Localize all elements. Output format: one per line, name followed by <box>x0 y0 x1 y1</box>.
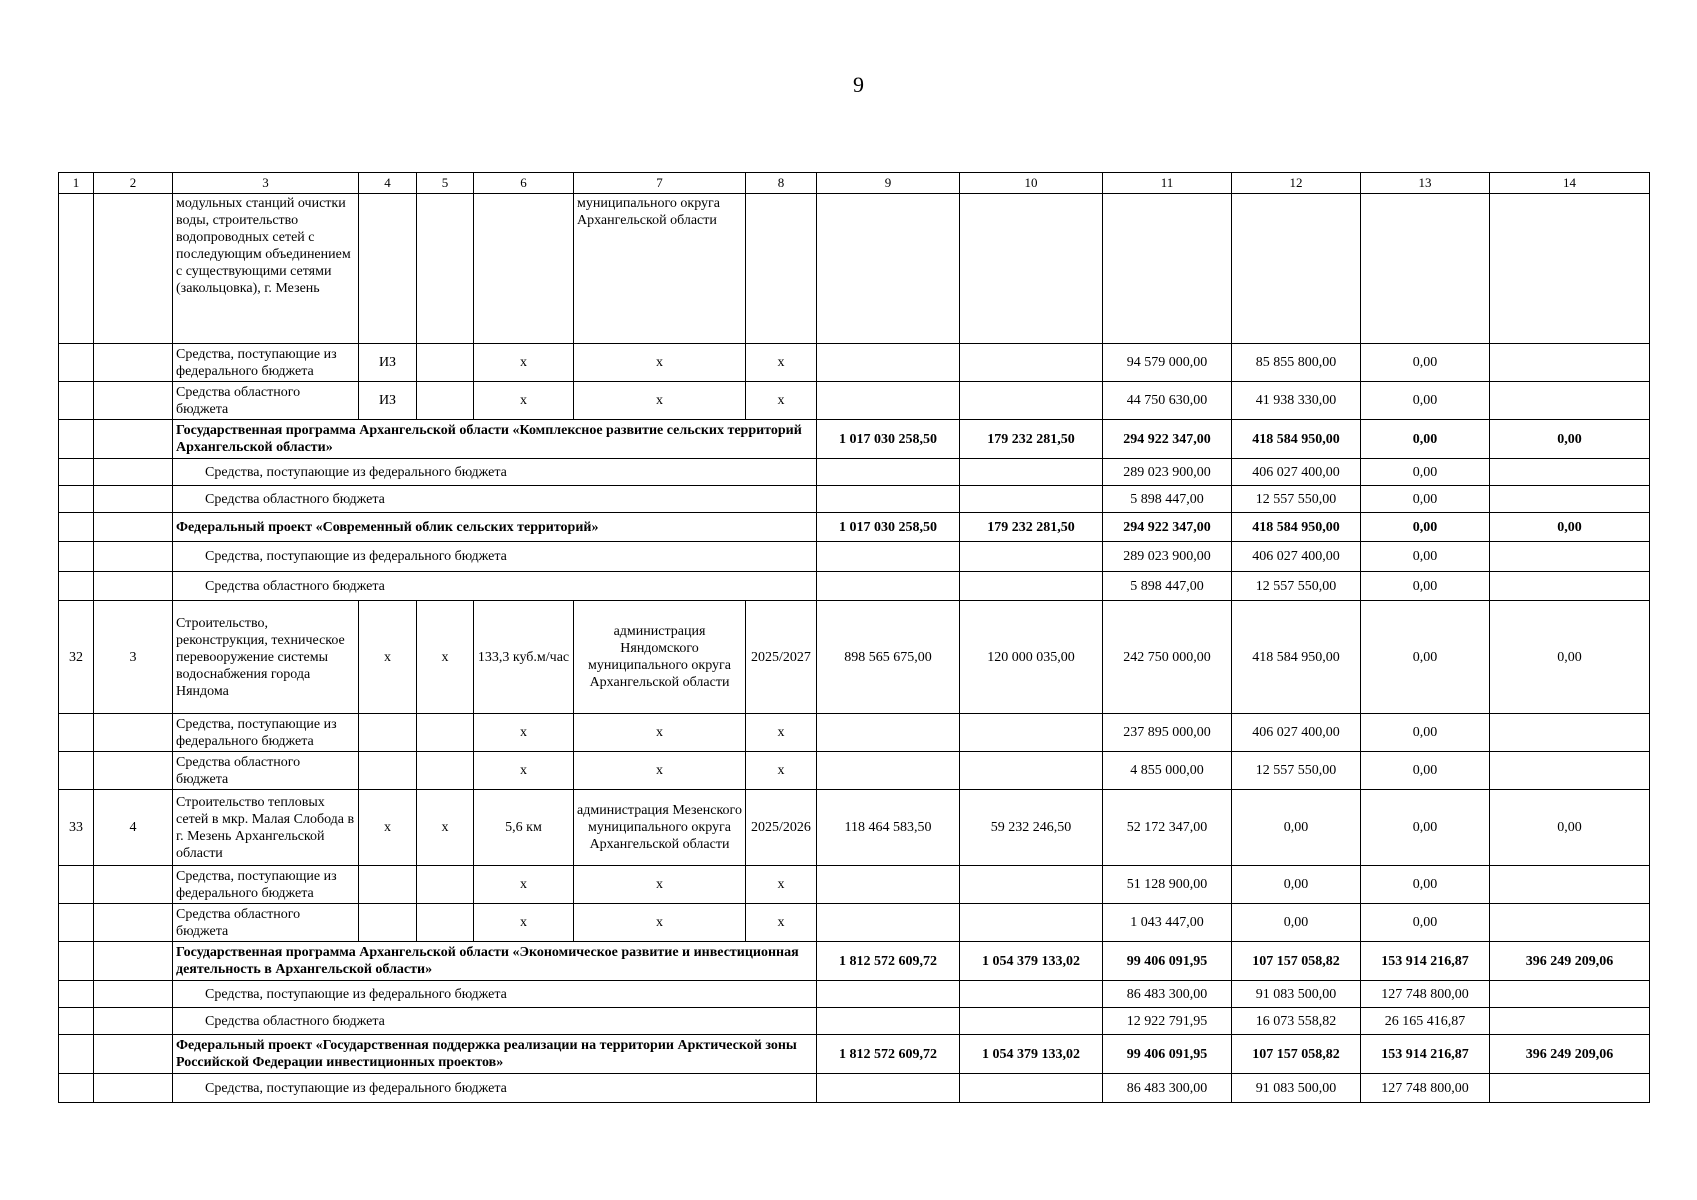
cell-c6: х <box>474 382 574 420</box>
capacity: 133,3 куб.м/час <box>474 601 574 714</box>
table-row <box>59 904 1650 942</box>
cell-c13: 0,00 <box>1361 572 1490 601</box>
table-row <box>59 752 1650 790</box>
cell-c12: 0,00 <box>1232 790 1361 866</box>
cell-c11: 5 898 447,00 <box>1103 486 1232 513</box>
capacity: 5,6 км <box>474 790 574 866</box>
cell-c10: 179 232 281,50 <box>960 513 1103 542</box>
col-header-6: 6 <box>474 173 574 194</box>
funding-source-label: Средства областного бюджета <box>173 486 817 513</box>
cell-c11: 99 406 091,95 <box>1103 942 1232 981</box>
funding-source-label: Средства, поступающие из федерального бюджета <box>173 344 359 382</box>
cell-c11: 289 023 900,00 <box>1103 542 1232 572</box>
cell-c6: х <box>474 752 574 790</box>
funding-source-label: Средства, поступающие из федерального бюджета <box>173 542 817 572</box>
period: 2025/2027 <box>746 601 817 714</box>
cell-c6: х <box>474 866 574 904</box>
cell-c7: х <box>574 344 746 382</box>
table-row <box>59 459 1650 486</box>
col-header-4: 4 <box>359 173 417 194</box>
funding-source-label: Средства областного бюджета <box>173 752 359 790</box>
executor: администрация Мезенского муниципального округа Архангельской области <box>574 790 746 866</box>
cell-c12: 418 584 950,00 <box>1232 420 1361 459</box>
cell-c9: 1 812 572 609,72 <box>817 942 960 981</box>
col-header-2: 2 <box>94 173 173 194</box>
cell-c11: 5 898 447,00 <box>1103 572 1232 601</box>
cell-c13: 0,00 <box>1361 601 1490 714</box>
cell-c8: х <box>746 752 817 790</box>
program-title: Государственная программа Архангельской области «Экономическое развитие и инвестиционная деятельность в Архангельской области» <box>173 942 817 981</box>
cell-c13: 0,00 <box>1361 714 1490 752</box>
col-header-9: 9 <box>817 173 960 194</box>
funding-source-label: Средства областного бюджета <box>173 382 359 420</box>
cell-c6: х <box>474 344 574 382</box>
object-name: Строительство, реконструкция, техническое перевооружение системы водоснабжения города Няндома <box>173 601 359 714</box>
federal-project-title: Федеральный проект «Современный облик сельских территорий» <box>173 513 817 542</box>
cell-c14: 0,00 <box>1490 513 1650 542</box>
cell-c12: 406 027 400,00 <box>1232 714 1361 752</box>
cell-c12: 107 157 058,82 <box>1232 942 1361 981</box>
object-row <box>59 790 1650 866</box>
cell-c11: 289 023 900,00 <box>1103 459 1232 486</box>
cell-c6: х <box>474 714 574 752</box>
funding-source-label: Средства, поступающие из федерального бюджета <box>173 866 359 904</box>
cell-c12: 12 557 550,00 <box>1232 752 1361 790</box>
program-title: Государственная программа Архангельской области «Комплексное развитие сельских территорий Архангельской области» <box>173 420 817 459</box>
cell-c7: х <box>574 866 746 904</box>
col-header-7: 7 <box>574 173 746 194</box>
cell-c1: 33 <box>59 790 94 866</box>
cell-c11: 12 922 791,95 <box>1103 1008 1232 1035</box>
funding-source-label: Средства, поступающие из федерального бюджета <box>173 714 359 752</box>
cell-c13: 0,00 <box>1361 866 1490 904</box>
cell-c11: 237 895 000,00 <box>1103 714 1232 752</box>
funding-source-label: Средства областного бюджета <box>173 572 817 601</box>
cell-c4: х <box>359 601 417 714</box>
cell-c10: 120 000 035,00 <box>960 601 1103 714</box>
federal-project-row <box>59 1035 1650 1074</box>
table-row <box>59 486 1650 513</box>
cell-c12: 0,00 <box>1232 866 1361 904</box>
page-number: 9 <box>853 72 864 97</box>
cell-c13: 0,00 <box>1361 542 1490 572</box>
cell-c12: 406 027 400,00 <box>1232 459 1361 486</box>
cell-c13: 0,00 <box>1361 459 1490 486</box>
cell-c12: 406 027 400,00 <box>1232 542 1361 572</box>
cell-c8: х <box>746 904 817 942</box>
table-row <box>59 344 1650 382</box>
object-name: Строительство тепловых сетей в мкр. Малая Слобода в г. Мезень Архангельской области <box>173 790 359 866</box>
funding-source-label: Средства, поступающие из федерального бюджета <box>173 459 817 486</box>
cell-c8: х <box>746 714 817 752</box>
cell-c13: 127 748 800,00 <box>1361 1074 1490 1103</box>
cell-c13: 0,00 <box>1361 790 1490 866</box>
cell-c2: 3 <box>94 601 173 714</box>
cell-c12: 12 557 550,00 <box>1232 572 1361 601</box>
cell-c14: 0,00 <box>1490 601 1650 714</box>
cell-c6: х <box>474 904 574 942</box>
cell-c11: 99 406 091,95 <box>1103 1035 1232 1074</box>
col-header-10: 10 <box>960 173 1103 194</box>
cell-c12: 0,00 <box>1232 904 1361 942</box>
table-row <box>59 714 1650 752</box>
cell-c10: 179 232 281,50 <box>960 420 1103 459</box>
table-row <box>59 1008 1650 1035</box>
object-name: модульных станций очистки воды, строительство водопроводных сетей с последующим объединением с существующими сетями (закольцовка), г. Мезень <box>173 194 359 344</box>
funding-source-label: Средства областного бюджета <box>173 1008 817 1035</box>
table-row <box>59 194 1650 344</box>
cell-c12: 85 855 800,00 <box>1232 344 1361 382</box>
cell-c13: 153 914 216,87 <box>1361 942 1490 981</box>
cell-c13: 0,00 <box>1361 382 1490 420</box>
cell-c13: 26 165 416,87 <box>1361 1008 1490 1035</box>
cell-c8: х <box>746 866 817 904</box>
funding-source-label: Средства, поступающие из федерального бюджета <box>173 1074 817 1103</box>
cell-c8: х <box>746 382 817 420</box>
executor: администрация Няндомского муниципального округа Архангельской области <box>574 601 746 714</box>
cell-c12: 418 584 950,00 <box>1232 513 1361 542</box>
col-header-14: 14 <box>1490 173 1650 194</box>
cell-c2: 4 <box>94 790 173 866</box>
cell-c4: ИЗ <box>359 344 417 382</box>
cell-c12: 418 584 950,00 <box>1232 601 1361 714</box>
cell-c11: 51 128 900,00 <box>1103 866 1232 904</box>
period: 2025/2026 <box>746 790 817 866</box>
cell-c13: 0,00 <box>1361 513 1490 542</box>
cell-c11: 94 579 000,00 <box>1103 344 1232 382</box>
table-row <box>59 866 1650 904</box>
funding-source-label: Средства областного бюджета <box>173 904 359 942</box>
cell-c1: 32 <box>59 601 94 714</box>
col-header-12: 12 <box>1232 173 1361 194</box>
cell-c14: 0,00 <box>1490 790 1650 866</box>
cell-c11: 86 483 300,00 <box>1103 1074 1232 1103</box>
cell-c7: х <box>574 382 746 420</box>
cell-c4: х <box>359 790 417 866</box>
cell-c12: 91 083 500,00 <box>1232 1074 1361 1103</box>
cell-c9: 1 812 572 609,72 <box>817 1035 960 1074</box>
cell-c12: 12 557 550,00 <box>1232 486 1361 513</box>
executor: муниципального округа Архангельской области <box>574 194 746 344</box>
program-row <box>59 420 1650 459</box>
col-header-8: 8 <box>746 173 817 194</box>
cell-c13: 0,00 <box>1361 486 1490 513</box>
cell-c4: ИЗ <box>359 382 417 420</box>
cell-c14: 396 249 209,06 <box>1490 942 1650 981</box>
cell-c13: 127 748 800,00 <box>1361 981 1490 1008</box>
federal-project-title: Федеральный проект «Государственная поддержка реализации на территории Арктической зоны Российской Федерации инвестиционных проектов» <box>173 1035 817 1074</box>
column-number-row <box>59 173 1650 194</box>
col-header-13: 13 <box>1361 173 1490 194</box>
table-row <box>59 382 1650 420</box>
cell-c7: х <box>574 714 746 752</box>
col-header-5: 5 <box>417 173 474 194</box>
cell-c8: х <box>746 344 817 382</box>
cell-c12: 107 157 058,82 <box>1232 1035 1361 1074</box>
cell-c11: 86 483 300,00 <box>1103 981 1232 1008</box>
cell-c11: 44 750 630,00 <box>1103 382 1232 420</box>
cell-c13: 0,00 <box>1361 904 1490 942</box>
col-header-1: 1 <box>59 173 94 194</box>
cell-c11: 52 172 347,00 <box>1103 790 1232 866</box>
cell-c9: 1 017 030 258,50 <box>817 513 960 542</box>
cell-c14: 0,00 <box>1490 420 1650 459</box>
col-header-3: 3 <box>173 173 359 194</box>
cell-c11: 294 922 347,00 <box>1103 513 1232 542</box>
cell-c14: 396 249 209,06 <box>1490 1035 1650 1074</box>
cell-c13: 0,00 <box>1361 344 1490 382</box>
cell-c7: х <box>574 904 746 942</box>
cell-c13: 0,00 <box>1361 752 1490 790</box>
cell-c10: 1 054 379 133,02 <box>960 1035 1103 1074</box>
cell-c13: 0,00 <box>1361 420 1490 459</box>
cell-c11: 294 922 347,00 <box>1103 420 1232 459</box>
cell-c5: х <box>417 790 474 866</box>
cell-c9: 1 017 030 258,50 <box>817 420 960 459</box>
budget-table <box>58 172 1650 1103</box>
funding-source-label: Средства, поступающие из федерального бюджета <box>173 981 817 1008</box>
cell-c7: х <box>574 752 746 790</box>
cell-c5: х <box>417 601 474 714</box>
cell-c13: 153 914 216,87 <box>1361 1035 1490 1074</box>
cell-c10: 59 232 246,50 <box>960 790 1103 866</box>
cell-c12: 16 073 558,82 <box>1232 1008 1361 1035</box>
cell-c9: 118 464 583,50 <box>817 790 960 866</box>
table-row <box>59 542 1650 572</box>
cell-c12: 91 083 500,00 <box>1232 981 1361 1008</box>
cell-c10: 1 054 379 133,02 <box>960 942 1103 981</box>
federal-project-row <box>59 513 1650 542</box>
table-row <box>59 572 1650 601</box>
table-row <box>59 1074 1650 1103</box>
cell-c12: 41 938 330,00 <box>1232 382 1361 420</box>
cell-c11: 1 043 447,00 <box>1103 904 1232 942</box>
cell-c11: 242 750 000,00 <box>1103 601 1232 714</box>
col-header-11: 11 <box>1103 173 1232 194</box>
cell-c9: 898 565 675,00 <box>817 601 960 714</box>
object-row <box>59 601 1650 714</box>
table-row <box>59 981 1650 1008</box>
program-row <box>59 942 1650 981</box>
cell-c11: 4 855 000,00 <box>1103 752 1232 790</box>
